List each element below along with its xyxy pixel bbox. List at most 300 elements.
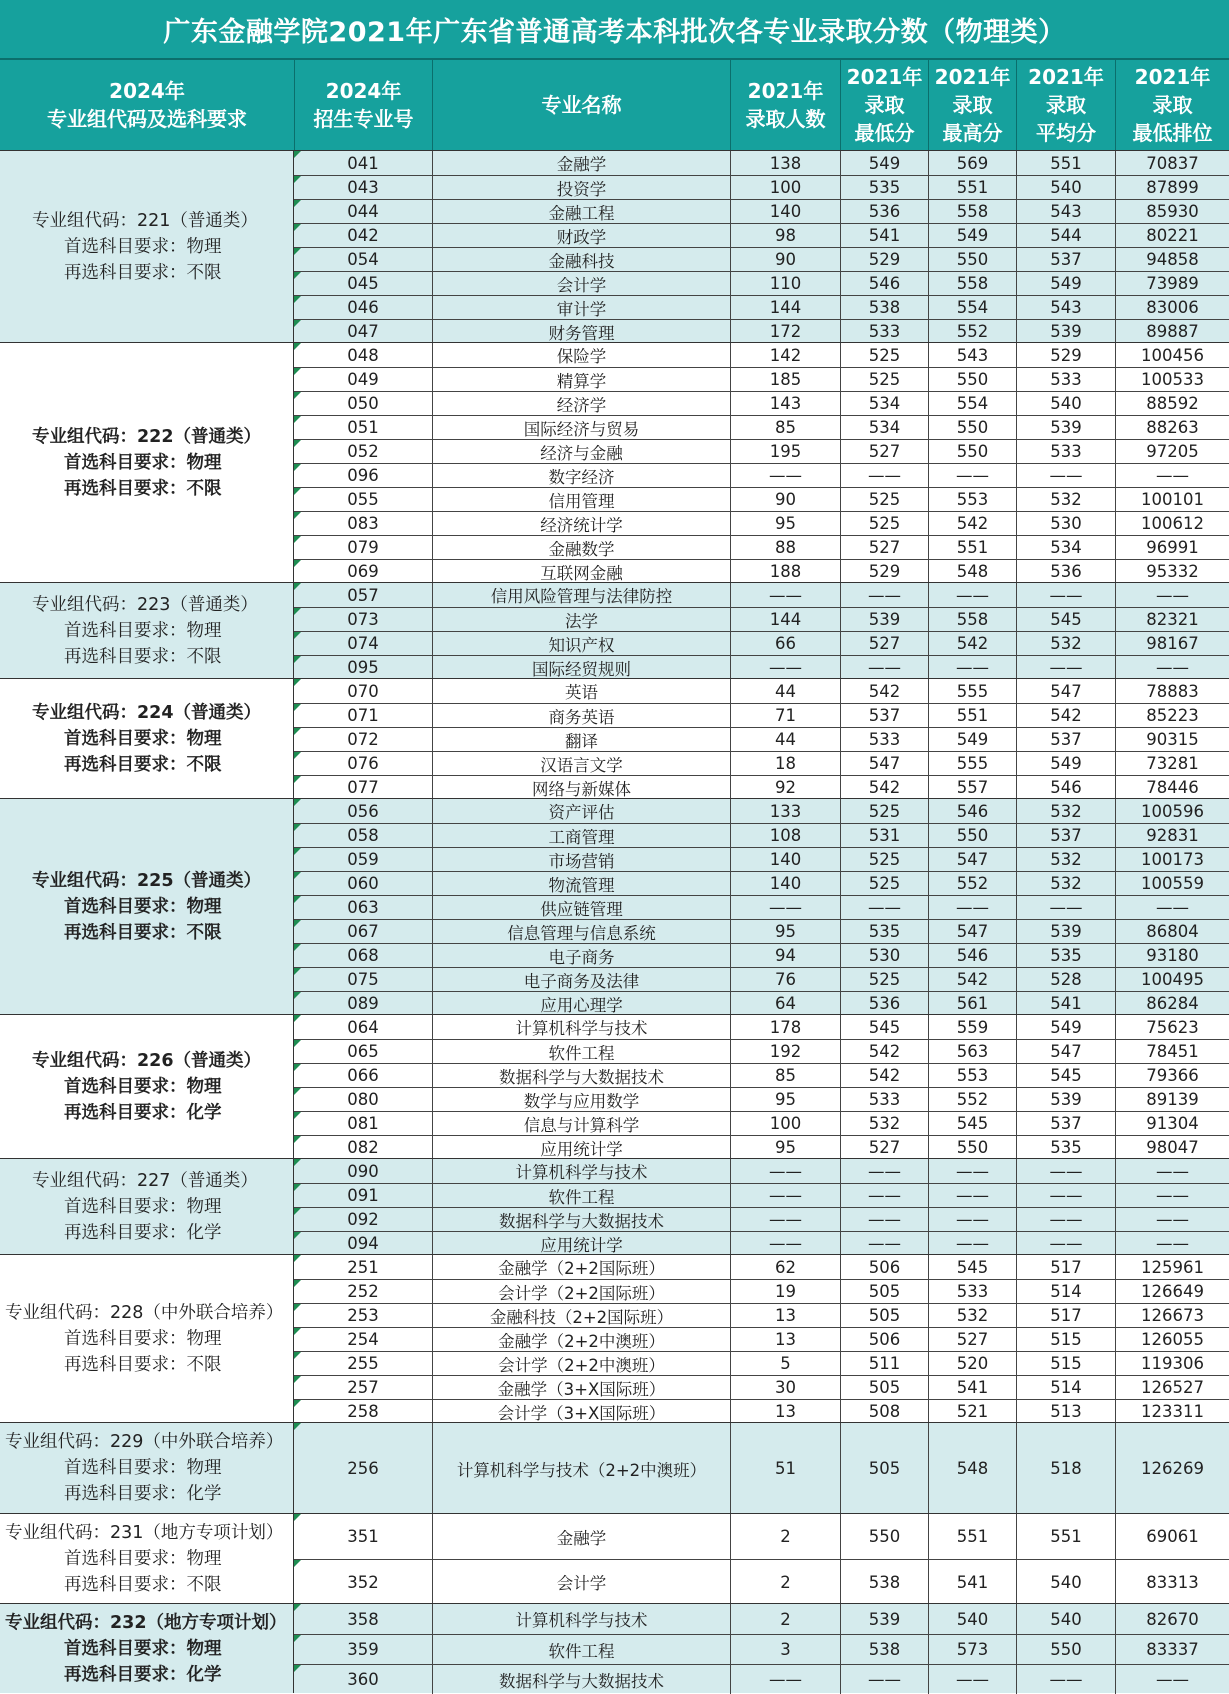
major-number: 253 <box>347 1306 379 1325</box>
min-score: 550 <box>840 1514 928 1559</box>
max-score: 558 <box>928 608 1016 631</box>
min-rank: 93180 <box>1115 944 1229 967</box>
table-row <box>294 919 1229 943</box>
min-rank: 94858 <box>1115 248 1229 271</box>
first-subject-requirement: 首选科目要求：物理 <box>64 452 222 473</box>
avg-score: 517 <box>1016 1255 1115 1279</box>
admitted-count: 133 <box>730 799 840 823</box>
major-number: 359 <box>347 1640 379 1659</box>
admitted-count: 13 <box>730 1304 840 1327</box>
admitted-count: 19 <box>730 1280 840 1303</box>
major-number: 058 <box>347 826 379 845</box>
min-rank: 119306 <box>1115 1352 1229 1375</box>
major-name: 汉语言文学 <box>432 752 730 775</box>
major-number: 066 <box>347 1066 379 1085</box>
max-score: 547 <box>928 848 1016 871</box>
group-code: 专业组代码：231（地方专项计划） <box>5 1522 284 1543</box>
max-score: 533 <box>928 1280 1016 1303</box>
min-score: —— <box>840 583 928 607</box>
avg-score: 539 <box>1016 416 1115 439</box>
max-score: 521 <box>928 1400 1016 1423</box>
table-row <box>294 199 1229 223</box>
avg-score: 539 <box>1016 320 1115 343</box>
header-avg-score <box>1016 60 1115 150</box>
min-rank: —— <box>1115 1232 1229 1255</box>
major-group <box>0 150 1229 342</box>
max-score: —— <box>928 1159 1016 1183</box>
min-rank: 98047 <box>1115 1136 1229 1159</box>
min-rank: 86804 <box>1115 920 1229 943</box>
table-row <box>294 1423 1229 1514</box>
min-rank: 89887 <box>1115 320 1229 343</box>
table-row <box>294 1399 1229 1423</box>
header-line: 专业组代码及选科要求 <box>47 107 247 131</box>
min-score: —— <box>840 1184 928 1207</box>
max-score: 541 <box>928 1560 1016 1604</box>
min-score: —— <box>840 1208 928 1231</box>
table-row <box>294 511 1229 535</box>
min-rank: 78883 <box>1115 679 1229 703</box>
min-score: 525 <box>840 488 928 511</box>
header-major-name <box>432 60 730 150</box>
max-score: 540 <box>928 1604 1016 1634</box>
min-rank: 70837 <box>1115 151 1229 175</box>
min-score: 505 <box>840 1376 928 1399</box>
major-number: 092 <box>347 1210 379 1229</box>
header-line: 最高分 <box>942 121 1003 145</box>
avg-score: 540 <box>1016 176 1115 199</box>
major-name: 信用风险管理与法律防控 <box>432 583 730 607</box>
min-rank: 87899 <box>1115 176 1229 199</box>
avg-score: 532 <box>1016 632 1115 655</box>
admitted-count: 192 <box>730 1040 840 1063</box>
admitted-count: 142 <box>730 343 840 367</box>
max-score: 550 <box>928 824 1016 847</box>
table-row <box>294 319 1229 343</box>
avg-score: —— <box>1016 1159 1115 1183</box>
max-score: 543 <box>928 343 1016 367</box>
admitted-count: 62 <box>730 1255 840 1279</box>
table-row <box>294 1375 1229 1399</box>
table-row <box>294 1664 1229 1694</box>
header-line: 最低排位 <box>1132 121 1213 145</box>
major-name: 工商管理 <box>432 824 730 847</box>
table-row <box>294 151 1229 175</box>
header-line: 2021年 <box>1134 65 1211 89</box>
min-score: 541 <box>840 224 928 247</box>
major-number: 065 <box>347 1042 379 1061</box>
major-number: 060 <box>347 874 379 893</box>
avg-score: 540 <box>1016 392 1115 415</box>
major-number: 251 <box>347 1257 379 1277</box>
major-number: 256 <box>347 1459 379 1478</box>
major-name: 计算机科学与技术 <box>432 1604 730 1634</box>
avg-score: 547 <box>1016 1040 1115 1063</box>
admitted-count: 90 <box>730 488 840 511</box>
max-score: 545 <box>928 1112 1016 1135</box>
major-number: 049 <box>347 370 379 389</box>
max-score: 549 <box>928 728 1016 751</box>
admitted-count: 94 <box>730 944 840 967</box>
major-name: 计算机科学与技术（2+2中澳班） <box>432 1423 730 1514</box>
min-score: 511 <box>840 1352 928 1375</box>
max-score: 558 <box>928 272 1016 295</box>
major-number: 050 <box>347 394 379 413</box>
major-name: 国际经贸规则 <box>432 656 730 679</box>
avg-score: 541 <box>1016 992 1115 1015</box>
avg-score: 515 <box>1016 1352 1115 1375</box>
admitted-count: 64 <box>730 992 840 1015</box>
min-score: 542 <box>840 776 928 799</box>
max-score: 555 <box>928 752 1016 775</box>
table-row <box>294 1604 1229 1634</box>
min-rank: —— <box>1115 1184 1229 1207</box>
header-admitted-count <box>730 60 840 150</box>
admitted-count: 140 <box>730 848 840 871</box>
min-score: 542 <box>840 1064 928 1087</box>
table-row <box>294 439 1229 463</box>
group-code: 专业组代码：223（普通类） <box>32 594 258 615</box>
major-group <box>0 582 1229 678</box>
avg-score: 542 <box>1016 704 1115 727</box>
first-subject-requirement: 首选科目要求：物理 <box>64 1548 222 1569</box>
major-group <box>0 1603 1229 1693</box>
major-number: 074 <box>347 634 379 653</box>
table-row <box>294 1514 1229 1559</box>
min-rank: 100495 <box>1115 968 1229 991</box>
header-major-number <box>294 60 432 150</box>
avg-score: 539 <box>1016 920 1115 943</box>
admitted-count: 88 <box>730 536 840 559</box>
admitted-count: 144 <box>730 296 840 319</box>
admitted-count: 2 <box>730 1560 840 1604</box>
group-code: 专业组代码：232（地方专项计划） <box>5 1612 287 1633</box>
table-row <box>294 247 1229 271</box>
major-name: 精算学 <box>432 368 730 391</box>
admitted-count: 138 <box>730 151 840 175</box>
second-subject-requirement: 再选科目要求：不限 <box>64 478 222 499</box>
second-subject-requirement: 再选科目要求：不限 <box>64 922 222 943</box>
major-name: 数字经济 <box>432 464 730 487</box>
min-rank: 69061 <box>1115 1514 1229 1559</box>
min-score: 525 <box>840 799 928 823</box>
avg-score: 518 <box>1016 1423 1115 1514</box>
admitted-count: 98 <box>730 224 840 247</box>
major-name: 市场营销 <box>432 848 730 871</box>
avg-score: —— <box>1016 1232 1115 1255</box>
min-score: 531 <box>840 824 928 847</box>
header-line: 最低分 <box>854 121 915 145</box>
min-rank: 100456 <box>1115 343 1229 367</box>
min-rank: 83337 <box>1115 1635 1229 1664</box>
max-score: —— <box>928 896 1016 919</box>
table-row <box>294 967 1229 991</box>
major-number: 041 <box>347 153 379 173</box>
major-name: 数据科学与大数据技术 <box>432 1064 730 1087</box>
admitted-count: —— <box>730 583 840 607</box>
min-score: 542 <box>840 679 928 703</box>
major-name: 软件工程 <box>432 1184 730 1207</box>
major-number: 094 <box>347 1234 379 1253</box>
admitted-count: 2 <box>730 1514 840 1559</box>
min-score: 527 <box>840 440 928 463</box>
group-requirements <box>0 343 294 582</box>
avg-score: —— <box>1016 583 1115 607</box>
second-subject-requirement: 再选科目要求：化学 <box>64 1484 222 1504</box>
admitted-count: 95 <box>730 1136 840 1159</box>
table-row <box>294 703 1229 727</box>
first-subject-requirement: 首选科目要求：物理 <box>64 1458 222 1478</box>
table-row <box>294 175 1229 199</box>
avg-score: 537 <box>1016 1112 1115 1135</box>
major-name: 金融科技（2+2国际班） <box>432 1304 730 1327</box>
major-name: 金融工程 <box>432 200 730 223</box>
header-max-score <box>928 60 1016 150</box>
max-score: —— <box>928 1208 1016 1231</box>
header-line: 2021年 <box>1028 65 1104 89</box>
header-line: 2021年 <box>846 65 923 89</box>
max-score: 546 <box>928 799 1016 823</box>
major-name: 数学与应用数学 <box>432 1088 730 1111</box>
major-name: 金融科技 <box>432 248 730 271</box>
max-score: 553 <box>928 488 1016 511</box>
min-score: —— <box>840 1665 928 1694</box>
major-name: 计算机科学与技术 <box>432 1159 730 1183</box>
major-number: 057 <box>347 585 379 605</box>
major-group <box>0 798 1229 1014</box>
table-row <box>294 871 1229 895</box>
max-score: 561 <box>928 992 1016 1015</box>
min-rank: 89139 <box>1115 1088 1229 1111</box>
admitted-count: 92 <box>730 776 840 799</box>
table-row <box>294 559 1229 583</box>
group-requirements <box>0 1514 294 1603</box>
major-number: 089 <box>347 994 379 1013</box>
major-number: 052 <box>347 442 379 461</box>
table-row <box>294 991 1229 1015</box>
avg-score: 543 <box>1016 296 1115 319</box>
admitted-count: 172 <box>730 320 840 343</box>
avg-score: 546 <box>1016 776 1115 799</box>
first-subject-requirement: 首选科目要求：物理 <box>64 728 222 749</box>
group-requirements <box>0 1423 294 1513</box>
table-row <box>294 1303 1229 1327</box>
second-subject-requirement: 再选科目要求：化学 <box>64 1102 222 1123</box>
table-row <box>294 487 1229 511</box>
avg-score: 549 <box>1016 752 1115 775</box>
min-score: 505 <box>840 1280 928 1303</box>
min-score: 549 <box>840 151 928 175</box>
major-name: 投资学 <box>432 176 730 199</box>
header-line: 2024年 <box>325 79 402 103</box>
major-number: 075 <box>347 970 379 989</box>
min-rank: 126649 <box>1115 1280 1229 1303</box>
min-rank: —— <box>1115 1208 1229 1231</box>
max-score: 548 <box>928 560 1016 583</box>
min-score: 525 <box>840 512 928 535</box>
major-number: 069 <box>347 562 379 581</box>
table-row <box>294 751 1229 775</box>
table-row <box>294 223 1229 247</box>
max-score: 557 <box>928 776 1016 799</box>
table-row <box>294 1559 1229 1604</box>
group-requirements <box>0 1255 294 1422</box>
admitted-count: 100 <box>730 1112 840 1135</box>
header-group-code <box>0 60 294 150</box>
major-number: 351 <box>347 1527 379 1546</box>
major-name: 经济统计学 <box>432 512 730 535</box>
min-score: 534 <box>840 416 928 439</box>
admitted-count: 90 <box>730 248 840 271</box>
major-number: 072 <box>347 730 379 749</box>
major-group <box>0 342 1229 582</box>
min-rank: 85930 <box>1115 200 1229 223</box>
table-row <box>294 655 1229 679</box>
avg-score: 529 <box>1016 343 1115 367</box>
major-group <box>0 1422 1229 1513</box>
admitted-count: 76 <box>730 968 840 991</box>
max-score: —— <box>928 656 1016 679</box>
major-name: 互联网金融 <box>432 560 730 583</box>
min-rank: 126527 <box>1115 1376 1229 1399</box>
major-name: 信息与计算科学 <box>432 1112 730 1135</box>
avg-score: —— <box>1016 896 1115 919</box>
min-rank: 100533 <box>1115 368 1229 391</box>
header-line: 2021年 <box>934 65 1011 89</box>
major-group <box>0 1254 1229 1422</box>
major-name: 会计学（2+2国际班） <box>432 1280 730 1303</box>
max-score: 541 <box>928 1376 1016 1399</box>
major-number: 252 <box>347 1282 379 1301</box>
major-name: 商务英语 <box>432 704 730 727</box>
max-score: 554 <box>928 392 1016 415</box>
major-number: 067 <box>347 922 379 941</box>
group-code: 专业组代码：229（中外联合培养） <box>5 1432 284 1452</box>
max-score: 569 <box>928 151 1016 175</box>
header-min-rank <box>1115 60 1229 150</box>
min-rank: 78446 <box>1115 776 1229 799</box>
max-score: 551 <box>928 176 1016 199</box>
admitted-count: 66 <box>730 632 840 655</box>
avg-score: 532 <box>1016 848 1115 871</box>
major-number: 056 <box>347 801 379 821</box>
major-number: 095 <box>347 658 379 677</box>
min-rank: 91304 <box>1115 1112 1229 1135</box>
avg-score: 532 <box>1016 799 1115 823</box>
max-score: 551 <box>928 704 1016 727</box>
admitted-count: 185 <box>730 368 840 391</box>
min-score: 506 <box>840 1328 928 1351</box>
avg-score: 540 <box>1016 1604 1115 1634</box>
group-requirements <box>0 1604 294 1693</box>
table-row <box>294 1159 1229 1183</box>
major-name: 软件工程 <box>432 1635 730 1664</box>
avg-score: 528 <box>1016 968 1115 991</box>
page-title: 广东金融学院2021年广东省普通高考本科批次各专业录取分数（物理类） <box>0 0 1229 58</box>
major-name: 会计学 <box>432 1560 730 1604</box>
avg-score: 532 <box>1016 872 1115 895</box>
min-score: 537 <box>840 704 928 727</box>
min-rank: —— <box>1115 656 1229 679</box>
first-subject-requirement: 首选科目要求：物理 <box>64 620 222 641</box>
group-requirements <box>0 151 294 342</box>
avg-score: 540 <box>1016 1560 1115 1604</box>
major-number: 258 <box>347 1402 379 1421</box>
admitted-count: —— <box>730 464 840 487</box>
min-score: 536 <box>840 200 928 223</box>
avg-score: 533 <box>1016 368 1115 391</box>
major-name: 会计学（2+2中澳班） <box>432 1352 730 1375</box>
min-score: 535 <box>840 920 928 943</box>
first-subject-requirement: 首选科目要求：物理 <box>64 236 222 257</box>
major-name: 应用统计学 <box>432 1232 730 1255</box>
max-score: 553 <box>928 1064 1016 1087</box>
admitted-count: 2 <box>730 1604 840 1634</box>
admitted-count: 195 <box>730 440 840 463</box>
header-line: 录取 <box>864 93 905 117</box>
second-subject-requirement: 再选科目要求：不限 <box>64 1354 222 1375</box>
major-name: 电子商务 <box>432 944 730 967</box>
max-score: 542 <box>928 632 1016 655</box>
min-rank: 98167 <box>1115 632 1229 655</box>
max-score: 548 <box>928 1423 1016 1514</box>
avg-score: 551 <box>1016 151 1115 175</box>
major-name: 金融学 <box>432 1514 730 1559</box>
max-score: 555 <box>928 679 1016 703</box>
avg-score: 532 <box>1016 488 1115 511</box>
table-row <box>294 679 1229 703</box>
major-number: 257 <box>347 1378 379 1397</box>
max-score: 552 <box>928 320 1016 343</box>
avg-score: —— <box>1016 656 1115 679</box>
group-code: 专业组代码：224（普通类） <box>32 702 262 723</box>
group-code: 专业组代码：225（普通类） <box>32 870 262 891</box>
major-number: 051 <box>347 418 379 437</box>
major-name: 金融数学 <box>432 536 730 559</box>
avg-score: —— <box>1016 1208 1115 1231</box>
table-header <box>0 58 1229 150</box>
min-score: —— <box>840 464 928 487</box>
avg-score: 517 <box>1016 1304 1115 1327</box>
header-line: 招生专业号 <box>313 107 414 131</box>
major-name: 应用心理学 <box>432 992 730 1015</box>
header-line: 2024年 <box>109 79 185 103</box>
header-line: 2021年 <box>747 79 824 103</box>
avg-score: —— <box>1016 1184 1115 1207</box>
major-name: 会计学 <box>432 272 730 295</box>
group-requirements <box>0 679 294 798</box>
max-score: 546 <box>928 944 1016 967</box>
min-score: 525 <box>840 872 928 895</box>
min-rank: —— <box>1115 1665 1229 1694</box>
min-score: 545 <box>840 1015 928 1039</box>
header-line: 录取 <box>1046 93 1086 117</box>
header-line: 录取 <box>952 93 993 117</box>
major-name: 电子商务及法律 <box>432 968 730 991</box>
max-score: 545 <box>928 1255 1016 1279</box>
admitted-count: 143 <box>730 392 840 415</box>
avg-score: 544 <box>1016 224 1115 247</box>
table-row <box>294 1634 1229 1664</box>
min-rank: 79366 <box>1115 1064 1229 1087</box>
min-rank: 95332 <box>1115 560 1229 583</box>
major-number: 054 <box>347 250 379 269</box>
table-row <box>294 1327 1229 1351</box>
table-row <box>294 799 1229 823</box>
max-score: 550 <box>928 368 1016 391</box>
max-score: 549 <box>928 224 1016 247</box>
table-row <box>294 343 1229 367</box>
